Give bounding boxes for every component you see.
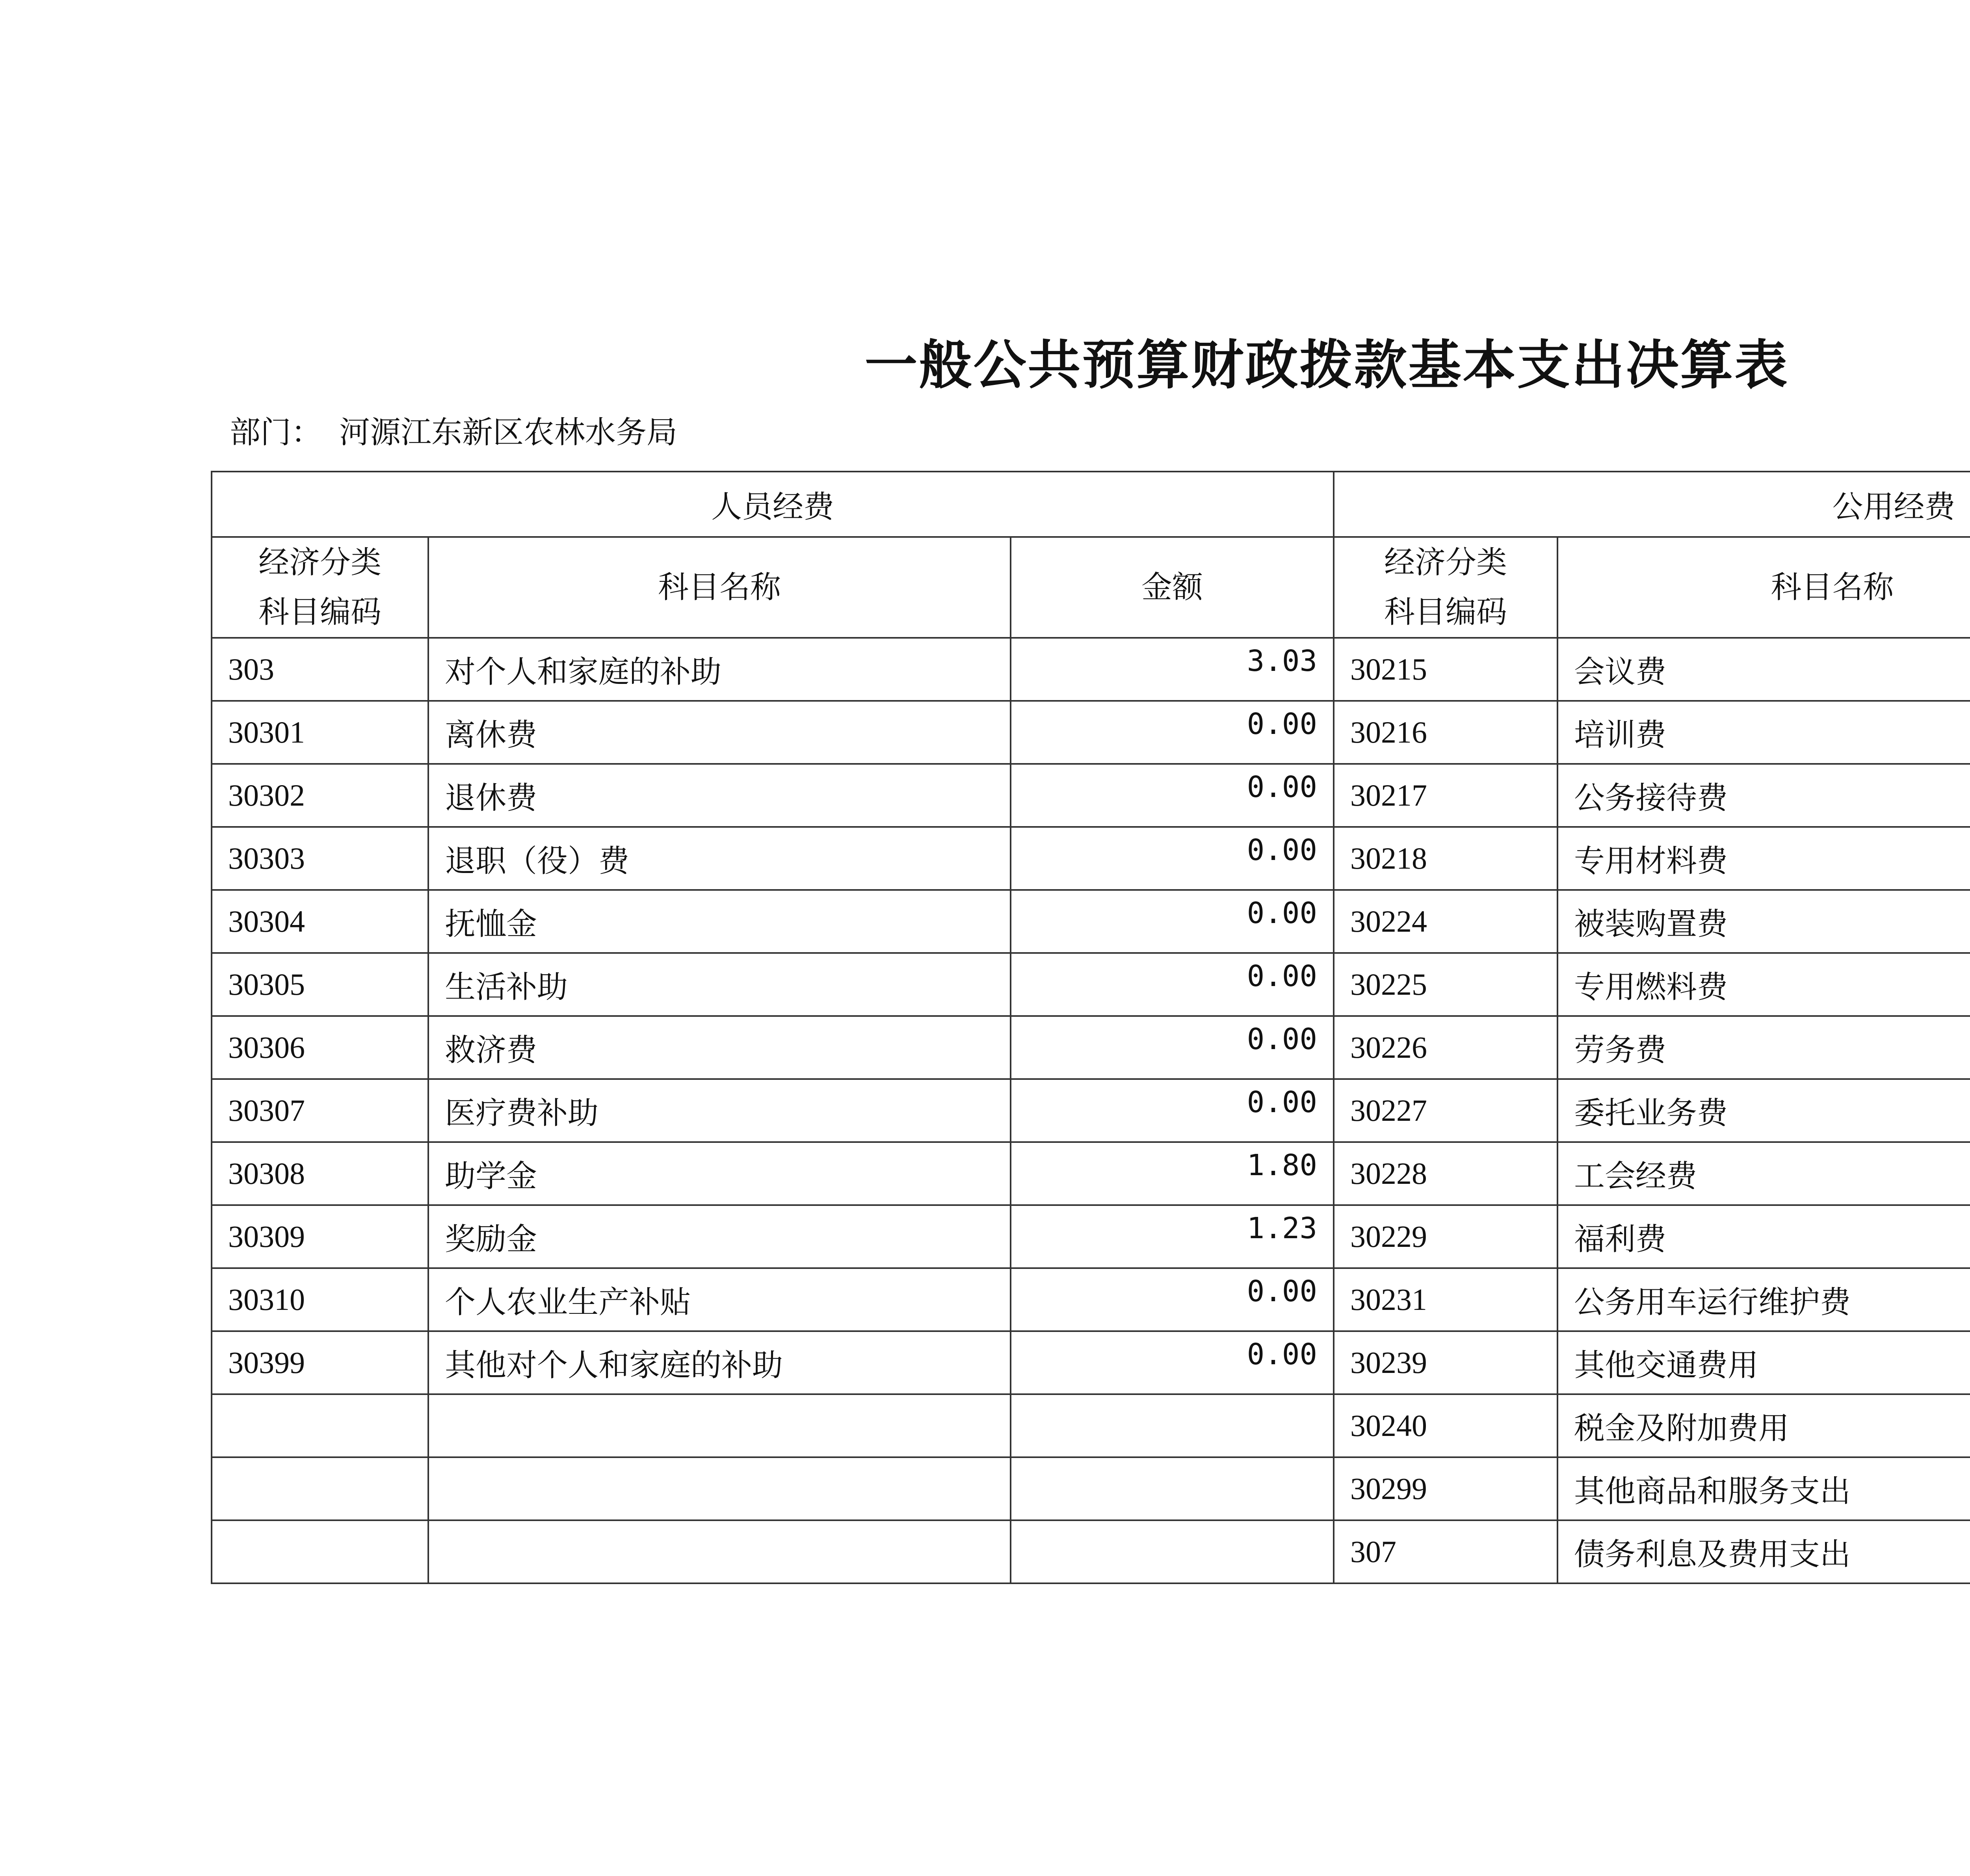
table-row (212, 701, 1970, 764)
right-name-cell: 委托业务费 (1557, 1079, 1970, 1142)
left-amount-cell (1011, 1457, 1334, 1520)
left-amount-cell: 0.00 (1011, 890, 1334, 953)
left-name-cell: 救济费 (428, 1016, 1011, 1079)
table-row (212, 1205, 1970, 1268)
code-header-line2: 科目编码 (258, 594, 381, 630)
group-header-row (212, 472, 1970, 537)
right-code-cell: 30225 (1334, 953, 1557, 1016)
table-row (212, 1520, 1970, 1583)
right-code-cell: 30229 (1334, 1205, 1557, 1268)
left-code-cell: 30399 (212, 1331, 428, 1394)
right-name-cell: 被装购置费 (1557, 890, 1970, 953)
left-code-cell: 30306 (212, 1016, 428, 1079)
left-amount-cell: 0.00 (1011, 1079, 1334, 1142)
page-title: 一般公共预算财政拨款基本支出决算表 (864, 334, 1789, 396)
group-header-public: 公用经费 (1334, 472, 1970, 537)
code-header-line1: 经济分类 (258, 545, 381, 580)
table-row (212, 638, 1970, 701)
table-row (212, 890, 1970, 953)
left-amount-cell: 0.00 (1011, 1016, 1334, 1079)
column-header-code-right (1334, 537, 1557, 638)
right-name-cell: 专用燃料费 (1557, 953, 1970, 1016)
right-name-cell: 公务接待费 (1557, 764, 1970, 827)
right-code-cell: 30218 (1334, 827, 1557, 890)
right-name-cell: 培训费 (1557, 701, 1970, 764)
department-line (230, 408, 695, 452)
table-row (212, 1142, 1970, 1205)
right-code-cell: 307 (1334, 1520, 1557, 1583)
left-amount-cell: 0.00 (1011, 1268, 1334, 1331)
left-name-cell: 个人农业生产补贴 (428, 1268, 1011, 1331)
right-code-cell: 30216 (1334, 701, 1557, 764)
right-name-cell: 债务利息及费用支出 (1557, 1520, 1970, 1583)
left-amount-cell: 0.00 (1011, 764, 1334, 827)
right-code-cell: 30224 (1334, 890, 1557, 953)
left-amount-cell: 0.00 (1011, 1331, 1334, 1394)
left-code-cell (212, 1394, 428, 1457)
right-name-cell: 会议费 (1557, 638, 1970, 701)
table-row (212, 953, 1970, 1016)
right-name-cell: 福利费 (1557, 1205, 1970, 1268)
code-header-line1: 经济分类 (1384, 545, 1507, 580)
left-code-cell: 30309 (212, 1205, 428, 1268)
left-code-cell: 30310 (212, 1268, 428, 1331)
right-name-cell: 劳务费 (1557, 1016, 1970, 1079)
right-name-cell: 税金及附加费用 (1557, 1394, 1970, 1457)
left-code-cell: 30302 (212, 764, 428, 827)
column-header-row (212, 537, 1970, 638)
table-row (212, 1016, 1970, 1079)
right-code-cell: 30231 (1334, 1268, 1557, 1331)
right-code-cell: 30239 (1334, 1331, 1557, 1394)
table-row (212, 1457, 1970, 1520)
left-name-cell: 抚恤金 (428, 890, 1011, 953)
left-amount-cell: 0.00 (1011, 701, 1334, 764)
right-name-cell: 公务用车运行维护费 (1557, 1268, 1970, 1331)
left-code-cell: 30304 (212, 890, 428, 953)
right-name-cell: 工会经费 (1557, 1142, 1970, 1205)
left-name-cell: 生活补助 (428, 953, 1011, 1016)
left-name-cell: 助学金 (428, 1142, 1011, 1205)
left-name-cell: 医疗费补助 (428, 1079, 1011, 1142)
table-row (212, 764, 1970, 827)
right-code-cell: 30217 (1334, 764, 1557, 827)
table-row (212, 1268, 1970, 1331)
left-amount-cell: 0.00 (1011, 953, 1334, 1016)
right-code-cell: 30227 (1334, 1079, 1557, 1142)
code-header-line2: 科目编码 (1384, 594, 1507, 630)
column-header-name-right: 科目名称 (1557, 537, 1970, 638)
left-amount-cell: 1.80 (1011, 1142, 1334, 1205)
left-amount-cell (1011, 1520, 1334, 1583)
left-code-cell: 30301 (212, 701, 428, 764)
left-name-cell: 退职（役）费 (428, 827, 1011, 890)
left-name-cell: 对个人和家庭的补助 (428, 638, 1011, 701)
left-amount-cell: 0.00 (1011, 827, 1334, 890)
left-code-cell: 30305 (212, 953, 428, 1016)
left-amount-cell: 1.23 (1011, 1205, 1334, 1268)
department-label: 部门： (230, 415, 322, 450)
left-name-cell: 奖励金 (428, 1205, 1011, 1268)
table-row (212, 1079, 1970, 1142)
right-name-cell: 其他交通费用 (1557, 1331, 1970, 1394)
right-code-cell: 30215 (1334, 638, 1557, 701)
left-name-cell (428, 1394, 1011, 1457)
left-code-cell: 303 (212, 638, 428, 701)
left-code-cell: 30307 (212, 1079, 428, 1142)
left-name-cell: 退休费 (428, 764, 1011, 827)
left-code-cell: 30303 (212, 827, 428, 890)
group-header-personnel: 人员经费 (212, 472, 1334, 537)
column-header-name-left: 科目名称 (428, 537, 1011, 638)
left-code-cell (212, 1457, 428, 1520)
column-header-code-left (212, 537, 428, 638)
left-code-cell: 30308 (212, 1142, 428, 1205)
expenditure-table (211, 471, 1970, 1584)
left-name-cell (428, 1520, 1011, 1583)
column-header-amount-left: 金额 (1011, 537, 1334, 638)
department-name: 河源江东新区农林水务局 (339, 415, 678, 450)
right-code-cell: 30228 (1334, 1142, 1557, 1205)
left-name-cell: 其他对个人和家庭的补助 (428, 1331, 1011, 1394)
table-row (212, 827, 1970, 890)
left-amount-cell: 3.03 (1011, 638, 1334, 701)
right-name-cell: 专用材料费 (1557, 827, 1970, 890)
table-row (212, 1331, 1970, 1394)
left-code-cell (212, 1520, 428, 1583)
right-code-cell: 30226 (1334, 1016, 1557, 1079)
left-name-cell (428, 1457, 1011, 1520)
right-code-cell: 30240 (1334, 1394, 1557, 1457)
left-name-cell: 离休费 (428, 701, 1011, 764)
left-amount-cell (1011, 1394, 1334, 1457)
right-name-cell: 其他商品和服务支出 (1557, 1457, 1970, 1520)
table-row (212, 1394, 1970, 1457)
right-code-cell: 30299 (1334, 1457, 1557, 1520)
